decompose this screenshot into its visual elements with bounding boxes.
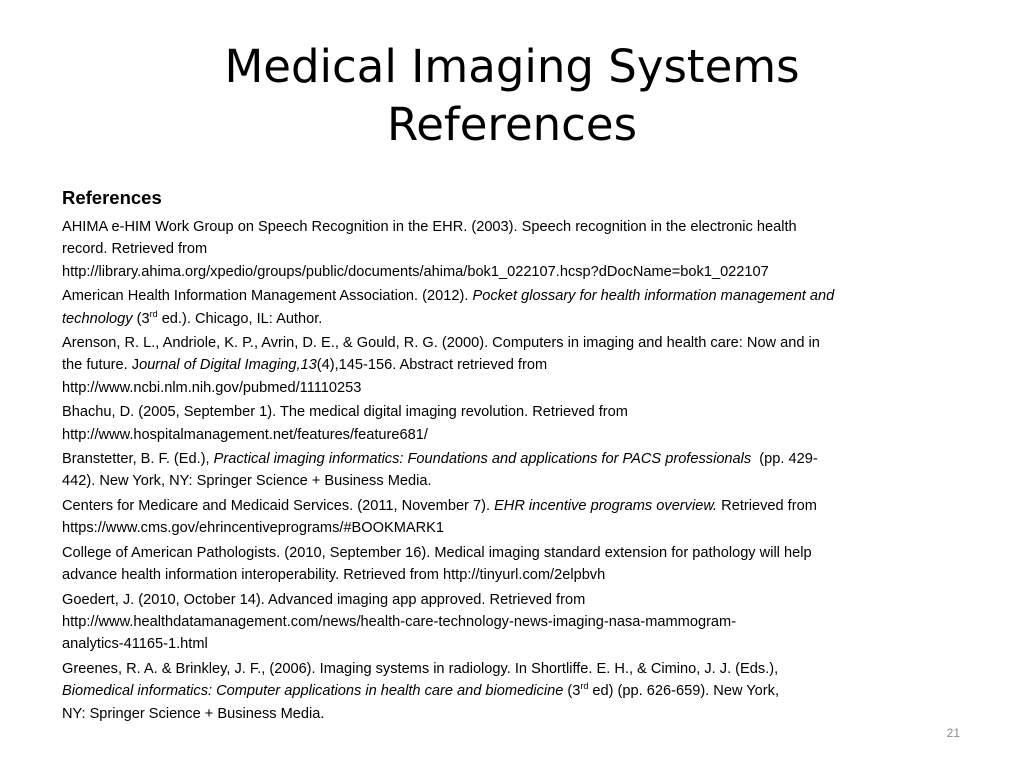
reference-url: http://www.healthdatamanagement.com/news/health-care-technology-news-imaging-nasa-mammogram- (62, 613, 737, 630)
reference-text: American Health Information Management Association. (2012). (62, 288, 473, 305)
reference-line: Greenes, R. A. & Brinkley, J. F., (2006). Imaging systems in radiology. In Shortliffe. E. H., & Cimino, J. J. (Eds.), (62, 660, 779, 677)
reference-line (62, 680, 972, 702)
reference-url: analytics-41165-1.html (62, 636, 208, 653)
reference-line: record. Retrieved from (62, 241, 208, 258)
reference-item (62, 589, 972, 656)
reference-url: http://library.ahima.org/xpedio/groups/public/documents/ahima/bok1_022107.hcsp?dDocName=bok1_022107 (62, 263, 769, 280)
reference-line (62, 285, 972, 307)
reference-title: EHR incentive programs overview. (494, 497, 718, 514)
reference-line: 442). New York, NY: Springer Science + Business Media. (62, 473, 432, 490)
reference-title: Pocket glossary for health information management and (472, 288, 835, 305)
ordinal-superscript: rd (149, 308, 158, 319)
reference-item (62, 495, 972, 540)
reference-title: Practical imaging informatics: Foundations and applications for PACS professionals (213, 451, 752, 468)
reference-line: Goedert, J. (2010, October 14). Advanced imaging app approved. Retrieved from (62, 591, 586, 608)
reference-line: advance health information interoperability. Retrieved from http://tinyurl.com/2elpbvh (62, 567, 606, 584)
reference-url: http://www.ncbi.nlm.nih.gov/pubmed/11110253 (62, 379, 362, 396)
reference-url: http://www.hospitalmanagement.net/features/feature681/ (62, 426, 428, 443)
reference-title: ournal of Digital Imaging,13 (139, 357, 317, 374)
reference-item (62, 216, 972, 283)
slide-title-line-1: Medical Imaging Systems (224, 40, 800, 93)
reference-item (62, 658, 972, 725)
reference-text: (pp. 429- (751, 451, 818, 468)
reference-text: ed.). Chicago, IL: Author. (157, 310, 323, 327)
reference-line (62, 354, 972, 376)
reference-line: NY: Springer Science + Business Media. (62, 705, 325, 722)
reference-text: (3 (563, 683, 581, 700)
reference-text: Centers for Medicare and Medicaid Services. (2011, November 7). (62, 497, 495, 514)
reference-item (62, 542, 972, 587)
reference-line (62, 308, 972, 330)
reference-text: (3 (132, 310, 150, 327)
reference-item (62, 285, 972, 330)
reference-text: ed) (pp. 626-659). New York, (588, 683, 779, 700)
reference-text: (4),145-156. Abstract retrieved from (316, 357, 548, 374)
reference-line: Bhachu, D. (2005, September 1). The medical digital imaging revolution. Retrieved from (62, 404, 628, 421)
reference-line: College of American Pathologists. (2010, September 16). Medical imaging standard extension for pathology will help (62, 544, 812, 561)
reference-text: the future. J (62, 357, 140, 374)
slide-title-line-2: References (386, 98, 638, 151)
reference-line (62, 448, 972, 470)
reference-title: technology (62, 310, 133, 327)
reference-item (62, 401, 972, 446)
reference-text: Branstetter, B. F. (Ed.), (62, 451, 214, 468)
ordinal-superscript: rd (580, 681, 589, 692)
reference-line (62, 495, 972, 517)
page-number: 21 (946, 726, 960, 740)
reference-url: https://www.cms.gov/ehrincentiveprograms/#BOOKMARK1 (62, 520, 445, 537)
references-section (62, 186, 972, 727)
reference-line: AHIMA e-HIM Work Group on Speech Recognition in the EHR. (2003). Speech recognition in the electronic health (62, 219, 797, 235)
reference-item (62, 448, 972, 493)
reference-text: Retrieved from (717, 497, 817, 514)
reference-line: Arenson, R. L., Andriole, K. P., Avrin, D. E., & Gould, R. G. (2000). Computers in imaging and health care: Now and in (62, 335, 820, 352)
slide-title (0, 38, 1024, 154)
references-heading: References (62, 187, 162, 208)
reference-title: Biomedical informatics: Computer applications in health care and biomedicine (62, 683, 564, 700)
reference-item (62, 332, 972, 399)
